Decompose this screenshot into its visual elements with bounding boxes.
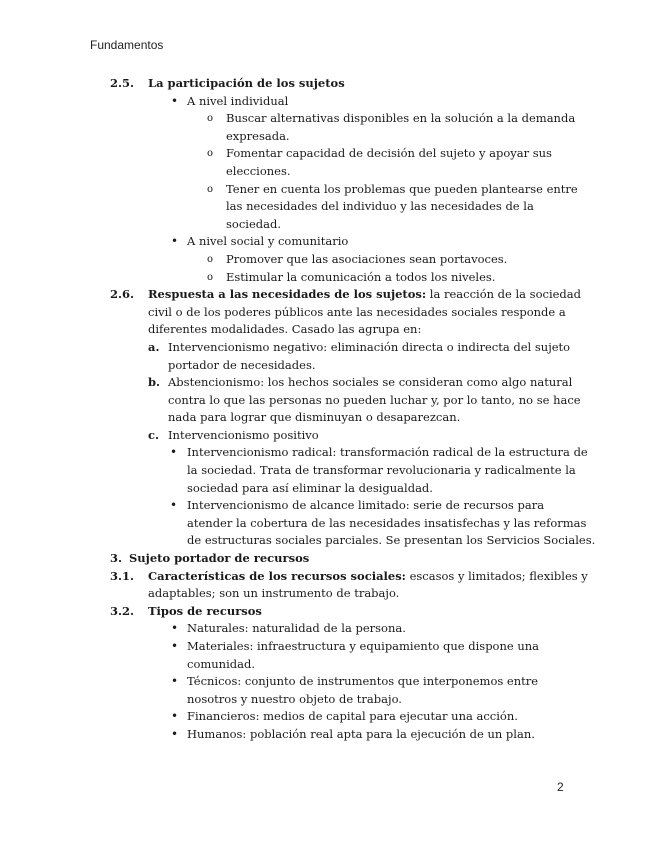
section-heading bbox=[0, 550, 655, 568]
section-number: 2.5. bbox=[110, 76, 135, 90]
list-item: b. Abstencionismo: los hechos sociales se consideran como algo natural bbox=[0, 374, 655, 392]
section-title: Características de los recursos sociales: bbox=[148, 568, 406, 583]
list-item: • Técnicos: conjunto de instrumentos que interponemos entre bbox=[0, 673, 655, 691]
section-heading bbox=[0, 75, 655, 93]
list-item: • Materiales: infraestructura y equipamiento que dispone una bbox=[0, 638, 655, 656]
list-item: o Promover que las asociaciones sean portavoces. bbox=[0, 251, 655, 269]
bullet-icon: • bbox=[170, 498, 178, 513]
list-letter: b. bbox=[148, 375, 161, 390]
bullet-icon: • bbox=[171, 639, 179, 653]
list-item: • Humanos: población real apta para la ejecución de un plan. bbox=[0, 726, 655, 744]
circle-bullet-icon: o bbox=[207, 271, 214, 283]
bullet-icon: • bbox=[171, 621, 179, 636]
list-item: o Fomentar capacidad de decisión del sujeto y apoyar sus bbox=[0, 145, 655, 163]
section-number: 3.1. bbox=[110, 568, 135, 583]
section-number: 2.6. bbox=[110, 287, 135, 302]
section-heading bbox=[0, 603, 655, 621]
bullet-icon: • bbox=[171, 674, 179, 689]
list-letter: a. bbox=[148, 339, 160, 354]
list-item: • Financieros: medios de capital para ejecutar una acción. bbox=[0, 708, 655, 726]
list-item: • A nivel social y comunitario bbox=[0, 233, 655, 251]
list-item: o Buscar alternativas disponibles en la solución a la demanda bbox=[0, 110, 655, 128]
bullet-icon: • bbox=[171, 234, 179, 249]
bullet-icon: • bbox=[171, 709, 179, 724]
section-heading: 3.1. Características de los recursos sociales: escasos y limitados; flexibles y bbox=[0, 568, 655, 586]
bullet-icon: • bbox=[170, 445, 178, 460]
section-heading: 2.6. Respuesta a las necesidades de los sujetos: la reacción de la sociedad bbox=[0, 286, 655, 304]
section-title: Respuesta a las necesidades de los sujetos: bbox=[148, 287, 427, 302]
list-item: c. Intervencionismo positivo bbox=[0, 427, 655, 445]
list-item: • Intervencionismo de alcance limitado: serie de recursos para bbox=[0, 497, 655, 515]
circle-bullet-icon: o bbox=[207, 113, 214, 125]
section-title: La participación de los sujetos bbox=[148, 76, 345, 90]
list-item: o Estimular la comunicación a todos los niveles. bbox=[0, 269, 655, 287]
list-item: • Intervencionismo radical: transformación radical de la estructura de bbox=[0, 444, 655, 462]
list-item: o Tener en cuenta los problemas que pueden plantearse entre bbox=[0, 181, 655, 199]
list-item: a. Intervencionismo negativo: eliminación directa o indirecta del sujeto bbox=[0, 339, 655, 357]
list-item: • Naturales: naturalidad de la persona. bbox=[0, 620, 655, 638]
section-title: Tipos de recursos bbox=[148, 603, 262, 618]
circle-bullet-icon: o bbox=[207, 183, 214, 195]
section-number: 3.2. bbox=[110, 603, 135, 618]
bullet-icon: • bbox=[171, 93, 179, 108]
section-number: 3. bbox=[110, 551, 123, 566]
document-body: 2.5. La participación de los sujetos • A nivel individual o Buscar alternativas disponibles en la solución a la demanda expresada. o Fomentar capacidad de decisión del sujeto y apoyar sus elecciones. o Tener en cuenta los problemas que pueden plantearse entre las necesidades del individuo y las necesidades de la sociedad. • A nivel social y comunitario o Promover que las asociaciones sean portavoces. o Estimular la comunicación a todos los niveles. 2.6. Respuesta a las necesidades de los sujetos: la reacción de la sociedad civil o de los poderes públicos ante las necesidades sociales responde a diferentes modalidades. Casado las agrupa en: a. Intervencionismo negativo: eliminación directa o indirecta del sujeto portador de necesidades. b. Abstencionismo: los hechos sociales se consideran como algo natural contra lo que las personas no pueden luchar y, por lo tanto, no se hace nada para lograr que disminuyan o desaparezcan. c. Intervencionismo positivo • Intervencionismo radical: transformación radical de la estructura de la sociedad. Trata de transformar revolucionaria y radicalmente la sociedad para así eliminar la desigualdad. • Intervencionismo de alcance limitado: serie de recursos para atender la cobertura de las necesidades insatisfechas y las reformas de estructuras sociales parciales. Se presentan los Servicios Sociales. 3. Sujeto portador de recursos 3.1. Características de los recursos sociales: escasos y limitados; flexibles y adaptables; son un instrumento de trabajo. 3.2. Tipos de recursos • Naturales: naturalidad de la persona. • Materiales: infraestructura y equipamiento que dispone una comunidad. • Técnicos: conjunto de instrumentos que interponemos entre nosotros y nuestro objeto de trabajo. • Financieros: medios de capital para ejecutar una acción. • Humanos: población real apta para la ejecución de un plan. bbox=[0, 75, 655, 744]
page-header: Fundamentos bbox=[90, 38, 164, 52]
section-title: Sujeto portador de recursos bbox=[129, 551, 310, 566]
circle-bullet-icon: o bbox=[207, 148, 214, 160]
list-letter: c. bbox=[148, 427, 160, 442]
bullet-icon: • bbox=[171, 726, 179, 741]
circle-bullet-icon: o bbox=[207, 253, 214, 265]
list-item: • A nivel individual bbox=[0, 93, 655, 111]
page-number: 2 bbox=[557, 780, 564, 794]
